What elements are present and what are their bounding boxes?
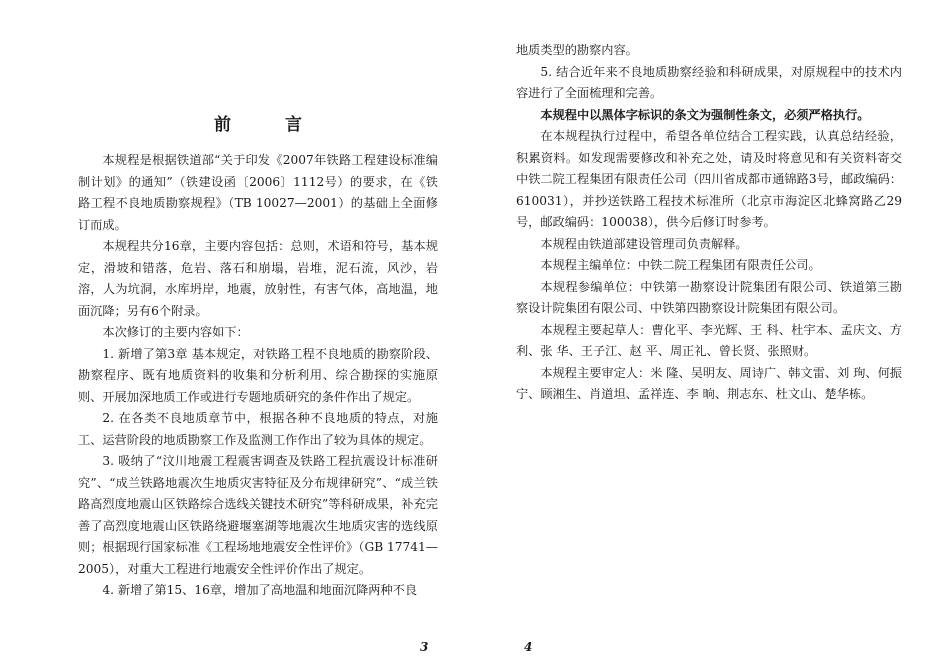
page-number: 4: [524, 640, 533, 654]
paragraph: 2. 在各类不良地质章节中，根据各种不良地质的特点，对施工、运营阶段的地质勘察工作及监测工作作出了较为具体的规定。: [78, 411, 438, 447]
paragraph: 4. 新增了第15、16章，增加了高地温和地面沉降两种不良: [102, 583, 418, 597]
page-title: 前 言: [214, 115, 326, 135]
right-page: [516, 0, 902, 666]
paragraph: 本次修订的主要内容如下：: [102, 325, 249, 339]
paragraph: 1. 新增了第3章 基本规定，对铁路工程不良地质的勘察阶段、勘察程序、既有地质资料的收集和分析利用、综合勘探的实施原则、开展加深地质工作或进行专题地质研究的条件作出了规定。: [78, 346, 438, 404]
paragraph: 本规程主要审定人：米 隆、吴明友、周诗广、韩文雷、刘 珣、何振宁、顾湘生、肖道坦、孟祥连、李 晌、荆志东、杜文山、楚华栋。: [516, 365, 902, 401]
right-page-body: [516, 40, 902, 406]
paragraph: 地质类型的勘察内容。: [516, 43, 638, 57]
paragraph: 本规程参编单位：中铁第一勘察设计院集团有限公司、铁道第三勘察设计院集团有限公司、中铁第四勘察设计院集团有限公司。: [516, 279, 902, 315]
paragraph: 本规程中以黑体字标识的条文为强制性条文，必须严格执行。: [540, 107, 870, 122]
paragraph: 5. 结合近年来不良地质勘察经验和科研成果，对原规程中的技术内容进行了全面梳理和完善。: [516, 64, 902, 100]
paragraph: 本规程主编单位：中铁二院工程集团有限责任公司。: [540, 258, 821, 272]
page-number: 3: [420, 640, 429, 654]
paragraph: 本规程主要起草人：曹化平、李光辉、王 科、杜宇本、孟庆文、方 利、张 华、王子江、赵 平、周正礼、曾长贤、张照财。: [516, 322, 902, 358]
left-page-body: [78, 150, 438, 602]
left-page: [78, 0, 438, 666]
paragraph: 本规程是根据铁道部“关于印发《2007年铁路工程建设标准编制计划》的通知”（铁建设函〔2006〕1112号）的要求，在《铁路工程不良地质勘察规程》（TB 10027—2001）的基础上全面修订而成。: [78, 153, 438, 232]
paragraph: 在本规程执行过程中，希望各单位结合工程实践，认真总结经验，积累资料。如发现需要修改和补充之处，请及时将意见和有关资料寄交中铁二院工程集团有限责任公司（四川省成都市通锦路3号，邮政编码：610031），并抄送铁路工程技术标准所（北京市海淀区北蜂窝路乙29号，邮政编码：100038），供今后修订时参考。: [516, 129, 902, 229]
paragraph: 3. 吸纳了“汶川地震工程震害调查及铁路工程抗震设计标准研究”、“成兰铁路地震次生地质灾害特征及分布规律研究”、“成兰铁路高烈度地震山区铁路综合选线关键技术研究”等科研成果，补充完善了高烈度地震山区铁路绕避堰塞湖等地震次生地质灾害的选线原则；根据现行国家标准《工程场地地震安全性评价》（GB 17741—2005），对重大工程进行地震安全性评价作出了规定。: [78, 454, 438, 576]
paragraph: 本规程由铁道部建设管理司负责解释。: [540, 236, 748, 251]
paragraph: 本规程共分16章，主要内容包括：总则，术语和符号，基本规定，滑坡和错落，危岩、落石和崩塌，岩堆，泥石流，风沙，岩溶，人为坑洞，水库坍岸，地震，放射性，有害气体，高地温，地面沉降；另有6个附录。: [78, 239, 438, 318]
